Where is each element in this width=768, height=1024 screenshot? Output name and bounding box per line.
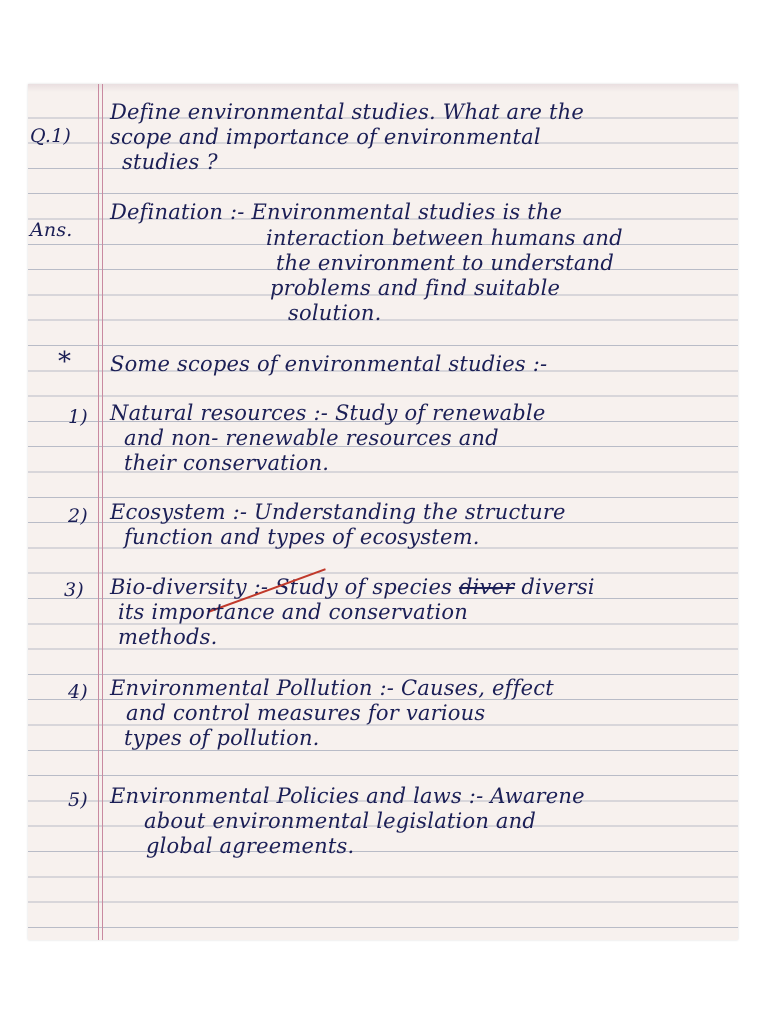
- page-top-edge: [28, 84, 738, 92]
- item-3-number: 3): [64, 579, 84, 601]
- item-3-struck-word: diver: [458, 575, 515, 599]
- item-4-line-3: types of pollution.: [124, 726, 320, 750]
- notebook-page: [28, 84, 738, 940]
- item-3-line-2: its importance and conservation: [118, 600, 468, 624]
- definition-line-1: Defination :- Environmental studies is the: [110, 200, 563, 224]
- item-2-number: 2): [68, 505, 88, 527]
- question-line-3: studies ?: [122, 150, 218, 174]
- item-3-line-3: methods.: [118, 625, 218, 649]
- item-1-line-2: and non- renewable resources and: [124, 426, 499, 450]
- question-line-2: scope and importance of environmental: [110, 125, 541, 149]
- question-line-1: Define environmental studies. What are the: [110, 100, 584, 124]
- answer-label: Ans.: [30, 219, 73, 241]
- item-3-line-1-end: diversi: [521, 575, 595, 599]
- definition-line-5: solution.: [288, 301, 382, 325]
- scopes-heading: Some scopes of environmental studies :-: [110, 352, 548, 376]
- definition-line-3: the environment to understand: [276, 251, 615, 275]
- item-3-line-1: [110, 575, 595, 600]
- item-1-number: 1): [68, 406, 88, 428]
- item-1-line-3: their conservation.: [124, 451, 330, 475]
- asterisk-marker: *: [58, 347, 72, 377]
- item-5-line-1: Environmental Policies and laws :- Awarene: [110, 784, 585, 808]
- definition-line-4: problems and find suitable: [270, 276, 561, 300]
- item-3-line-1-main: Bio-diversity :- Study of species: [110, 575, 453, 599]
- item-2-line-2: function and types of ecosystem.: [124, 525, 480, 549]
- question-label: Q.1): [30, 125, 71, 147]
- definition-line-2: interaction between humans and: [266, 226, 623, 250]
- item-1-line-1: Natural resources :- Study of renewable: [110, 401, 546, 425]
- item-5-line-2: about environmental legislation and: [144, 809, 537, 833]
- margin-line-right: [102, 84, 103, 940]
- item-5-line-3: global agreements.: [146, 834, 355, 858]
- item-4-number: 4): [68, 681, 88, 703]
- item-5-number: 5): [68, 789, 88, 811]
- item-2-line-1: Ecosystem :- Understanding the structure: [110, 500, 566, 524]
- item-4-line-1: Environmental Pollution :- Causes, effect: [110, 676, 554, 700]
- item-4-line-2: and control measures for various: [126, 701, 486, 725]
- margin-line-left: [98, 84, 99, 940]
